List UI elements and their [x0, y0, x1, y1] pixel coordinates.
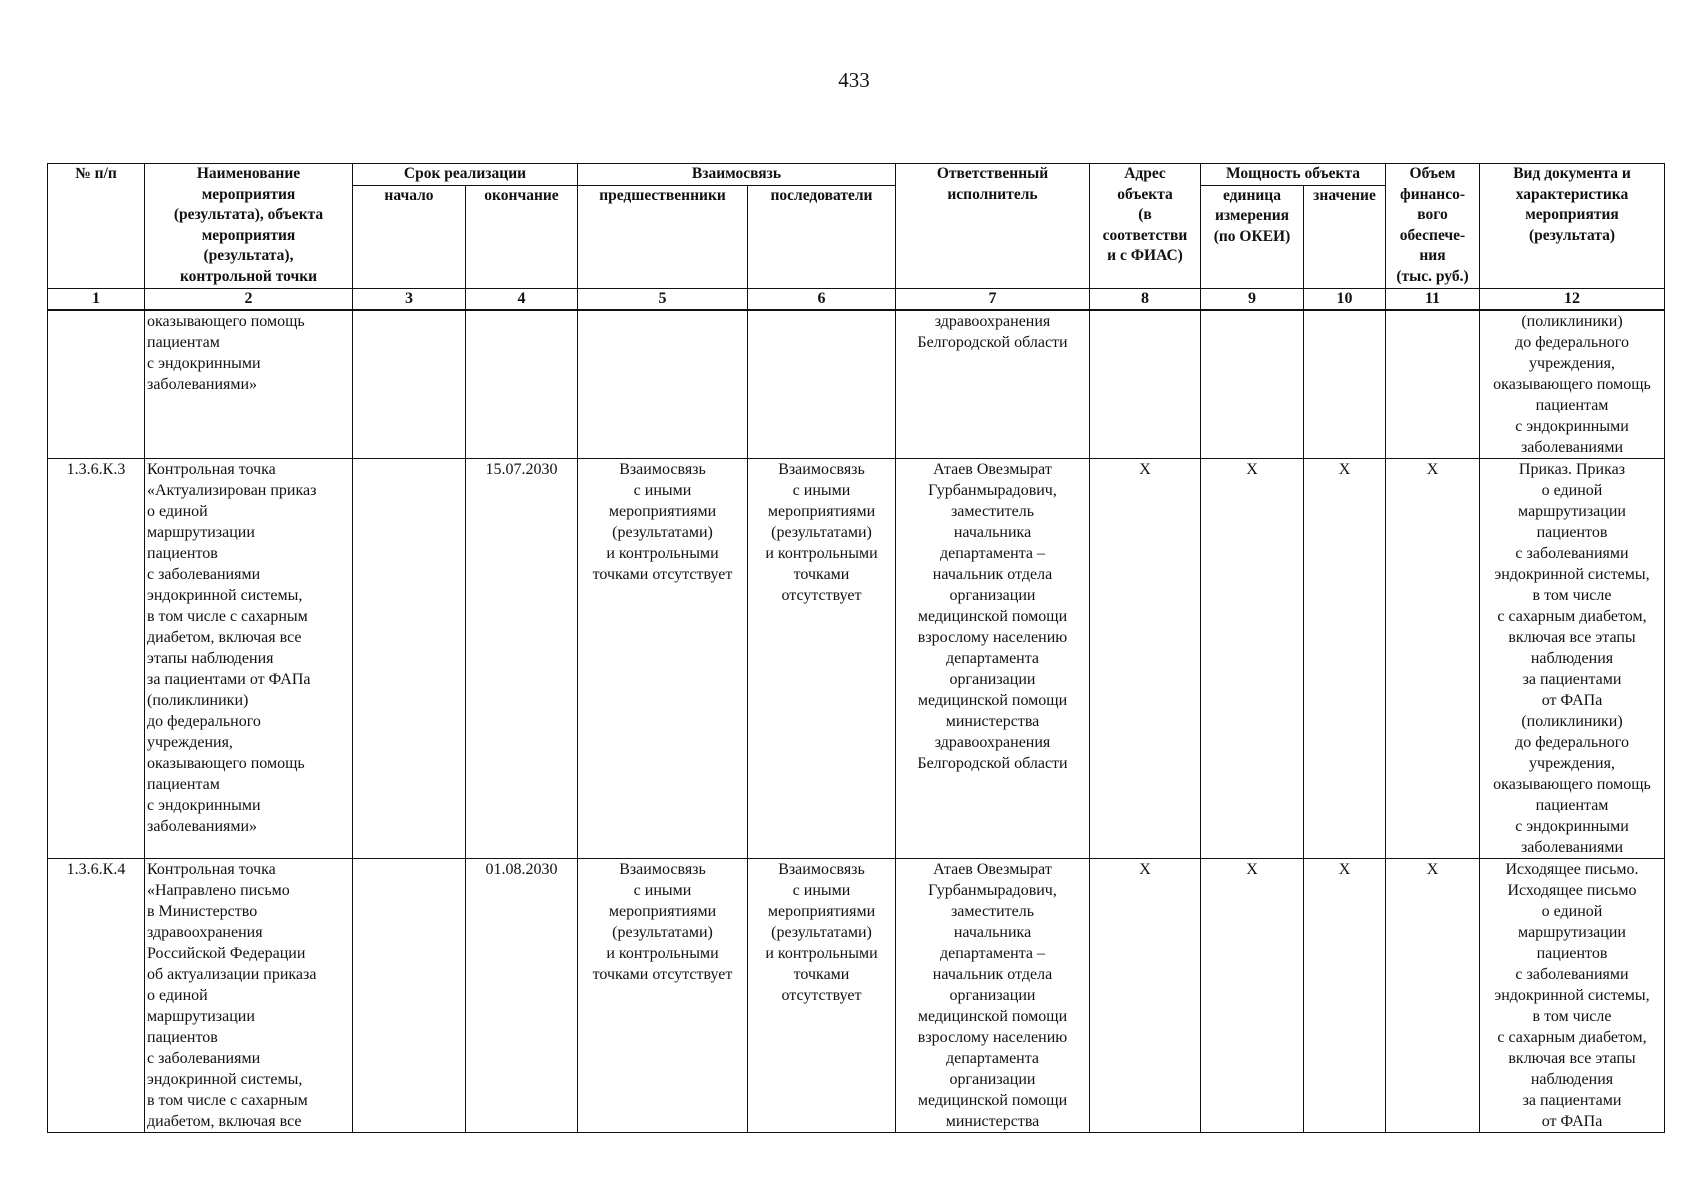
row-successors: Взаимосвязь с иными мероприятиями (результатами) и контрольными точками отсутствует — [748, 458, 896, 858]
row-successors — [748, 310, 896, 459]
header-period-start: начало — [353, 185, 466, 288]
column-number: 5 — [578, 288, 748, 310]
column-number: 9 — [1201, 288, 1304, 310]
row-finance: Х — [1386, 458, 1480, 858]
header-predecessors: предшественники — [578, 185, 748, 288]
row-finance: Х — [1386, 858, 1480, 1132]
row-end: 01.08.2030 — [466, 858, 578, 1132]
page-number: 433 — [838, 68, 870, 92]
row-end: 15.07.2030 — [466, 458, 578, 858]
table-row — [48, 310, 1665, 459]
row-value: Х — [1304, 458, 1386, 858]
header-finance: Объем финансо- вого обеспече- ния (тыс. руб.) — [1386, 164, 1480, 289]
row-successors: Взаимосвязь с иными мероприятиями (результатами) и контрольными точками отсутствует — [748, 858, 896, 1132]
row-end — [466, 310, 578, 459]
column-number: 12 — [1480, 288, 1665, 310]
table-row — [48, 858, 1665, 1132]
row-predecessors — [578, 310, 748, 459]
row-responsible: здравоохранения Белгородской области — [896, 310, 1090, 459]
plan-table — [47, 163, 1665, 1133]
header-row-1 — [48, 164, 1665, 186]
row-doc: Исходящее письмо. Исходящее письмо о единой маршрутизации пациентов с заболеваниями эндокринной системы, в том числе с сахарным диабетом, включая все этапы наблюдения за пациентами от ФАПа — [1480, 858, 1665, 1132]
header-name: Наименование мероприятия (результата), объекта мероприятия (результата), контрольной точки — [145, 164, 353, 289]
column-number: 4 — [466, 288, 578, 310]
row-num: 1.3.6.К.4 — [48, 858, 145, 1132]
row-doc: (поликлиники) до федерального учреждения, оказывающего помощь пациентам с эндокринными заболеваниями — [1480, 310, 1665, 459]
row-start — [353, 858, 466, 1132]
row-start — [353, 458, 466, 858]
header-period-end: окончание — [466, 185, 578, 288]
column-number: 1 — [48, 288, 145, 310]
header-relation: Взаимосвязь — [578, 164, 896, 186]
column-number: 10 — [1304, 288, 1386, 310]
row-address — [1090, 310, 1201, 459]
table-row — [48, 458, 1665, 858]
header-value: значение — [1304, 185, 1386, 288]
column-number-row — [48, 288, 1665, 310]
header-num: № п/п — [48, 164, 145, 289]
row-num — [48, 310, 145, 459]
row-unit: Х — [1201, 858, 1304, 1132]
row-responsible: Атаев Овезмырат Гурбанмырадович, заместитель начальника департамента – начальник отдела организации медицинской помощи взрослому населению департамента организации медицинской помощи министерства — [896, 858, 1090, 1132]
header-period: Срок реализации — [353, 164, 578, 186]
row-predecessors: Взаимосвязь с иными мероприятиями (результатами) и контрольными точками отсутствует — [578, 458, 748, 858]
row-address: Х — [1090, 858, 1201, 1132]
header-responsible: Ответственный исполнитель — [896, 164, 1090, 289]
row-address: Х — [1090, 458, 1201, 858]
row-name: Контрольная точка «Актуализирован приказ о единой маршрутизации пациентов с заболеваниями эндокринной системы, в том числе с сахарным диабетом, включая все этапы наблюдения за пациентами от ФАПа (поликлиники) до федерального учреждения, оказывающего помощь пациентам с эндокринными заболеваниями» — [145, 458, 353, 858]
column-number: 11 — [1386, 288, 1480, 310]
row-num: 1.3.6.К.3 — [48, 458, 145, 858]
header-unit: единица измерения (по ОКЕИ) — [1201, 185, 1304, 288]
row-name: оказывающего помощь пациентам с эндокринными заболеваниями» — [145, 310, 353, 459]
row-value — [1304, 310, 1386, 459]
header-address: Адрес объекта (в соответстви и с ФИАС) — [1090, 164, 1201, 289]
row-doc: Приказ. Приказ о единой маршрутизации пациентов с заболеваниями эндокринной системы, в том числе с сахарным диабетом, включая все этапы наблюдения за пациентами от ФАПа (поликлиники) до федерального учреждения, оказывающего помощь пациентам с эндокринными заболеваниями — [1480, 458, 1665, 858]
row-start — [353, 310, 466, 459]
row-finance — [1386, 310, 1480, 459]
column-number: 7 — [896, 288, 1090, 310]
row-predecessors: Взаимосвязь с иными мероприятиями (результатами) и контрольными точками отсутствует — [578, 858, 748, 1132]
column-number: 2 — [145, 288, 353, 310]
header-capacity: Мощность объекта — [1201, 164, 1386, 186]
header-successors: последователи — [748, 185, 896, 288]
row-unit — [1201, 310, 1304, 459]
row-unit: Х — [1201, 458, 1304, 858]
header-doc: Вид документа и характеристика мероприятия (результата) — [1480, 164, 1665, 289]
row-responsible: Атаев Овезмырат Гурбанмырадович, заместитель начальника департамента – начальник отдела организации медицинской помощи взрослому населению департамента организации медицинской помощи министерства здравоохранения Белгородской области — [896, 458, 1090, 858]
row-name: Контрольная точка «Направлено письмо в Министерство здравоохранения Российской Федерации об актуализации приказа о единой маршрутизации пациентов с заболеваниями эндокринной системы, в том числе с сахарным диабетом, включая все — [145, 858, 353, 1132]
column-number: 3 — [353, 288, 466, 310]
column-number: 6 — [748, 288, 896, 310]
row-value: Х — [1304, 858, 1386, 1132]
column-number: 8 — [1090, 288, 1201, 310]
